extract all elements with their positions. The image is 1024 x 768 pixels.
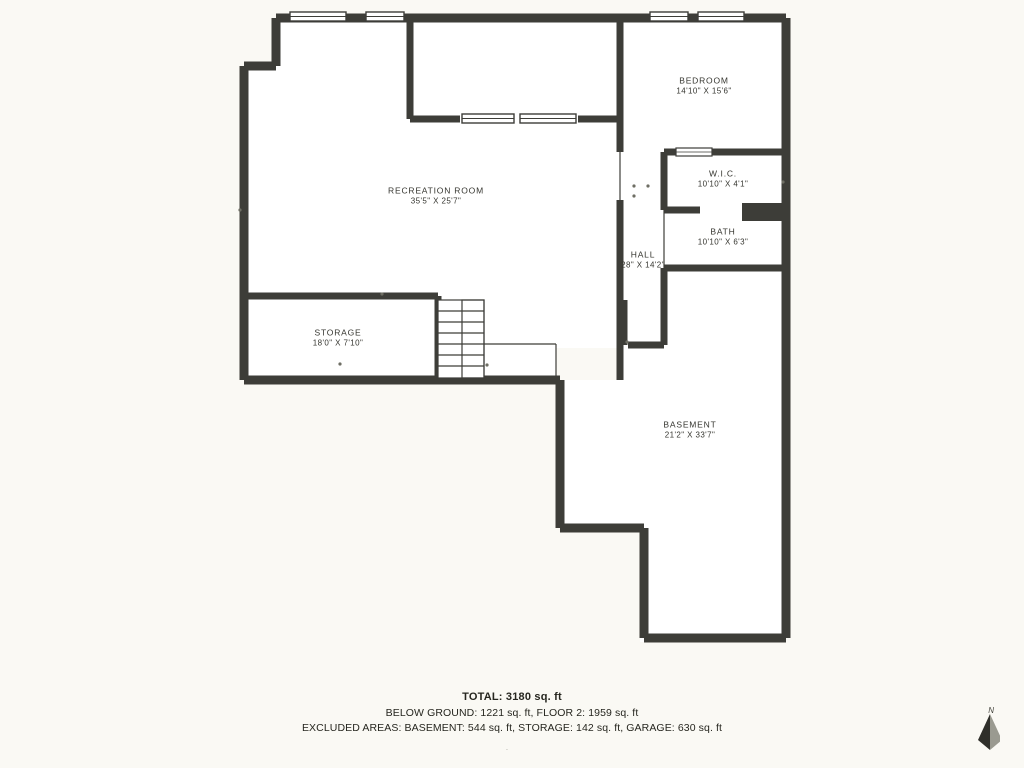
room-name: W.I.C.	[709, 168, 737, 179]
bath-fixture	[742, 203, 786, 221]
compass-north-label: N	[988, 706, 994, 715]
floor-areas	[244, 14, 786, 642]
compass-rose	[956, 706, 1000, 758]
room-dimensions: 28" X 14'2"	[621, 260, 665, 270]
room-name: BATH	[710, 226, 736, 237]
room-dimensions: 21'2" X 33'7"	[664, 430, 716, 440]
room-name: BASEMENT	[663, 419, 717, 430]
total-area: TOTAL: 3180 sq. ft	[462, 691, 562, 703]
room-name: BEDROOM	[679, 75, 729, 86]
footer-mark: .	[506, 745, 508, 752]
area-summary	[0, 690, 1024, 752]
room-dimensions: 10'10" X 6'3"	[697, 237, 749, 247]
room-dimensions: 10'10" X 4'1"	[697, 179, 749, 189]
area-breakdown-line-1: BELOW GROUND: 1221 sq. ft, FLOOR 2: 1959 sq. ft	[385, 706, 639, 719]
room-dimensions: 18'0" X 7'10"	[312, 338, 364, 348]
room-dimensions: 35'5" X 25'7"	[410, 196, 462, 206]
area-breakdown-line-2: EXCLUDED AREAS: BASEMENT: 544 sq. ft, STORAGE: 142 sq. ft, GARAGE: 630 sq. ft	[301, 722, 723, 735]
room-dimensions: 14'10" X 15'6"	[676, 86, 732, 96]
room-name: RECREATION ROOM	[388, 185, 484, 196]
room-name: STORAGE	[314, 327, 362, 338]
room-name: HALL	[630, 249, 656, 260]
